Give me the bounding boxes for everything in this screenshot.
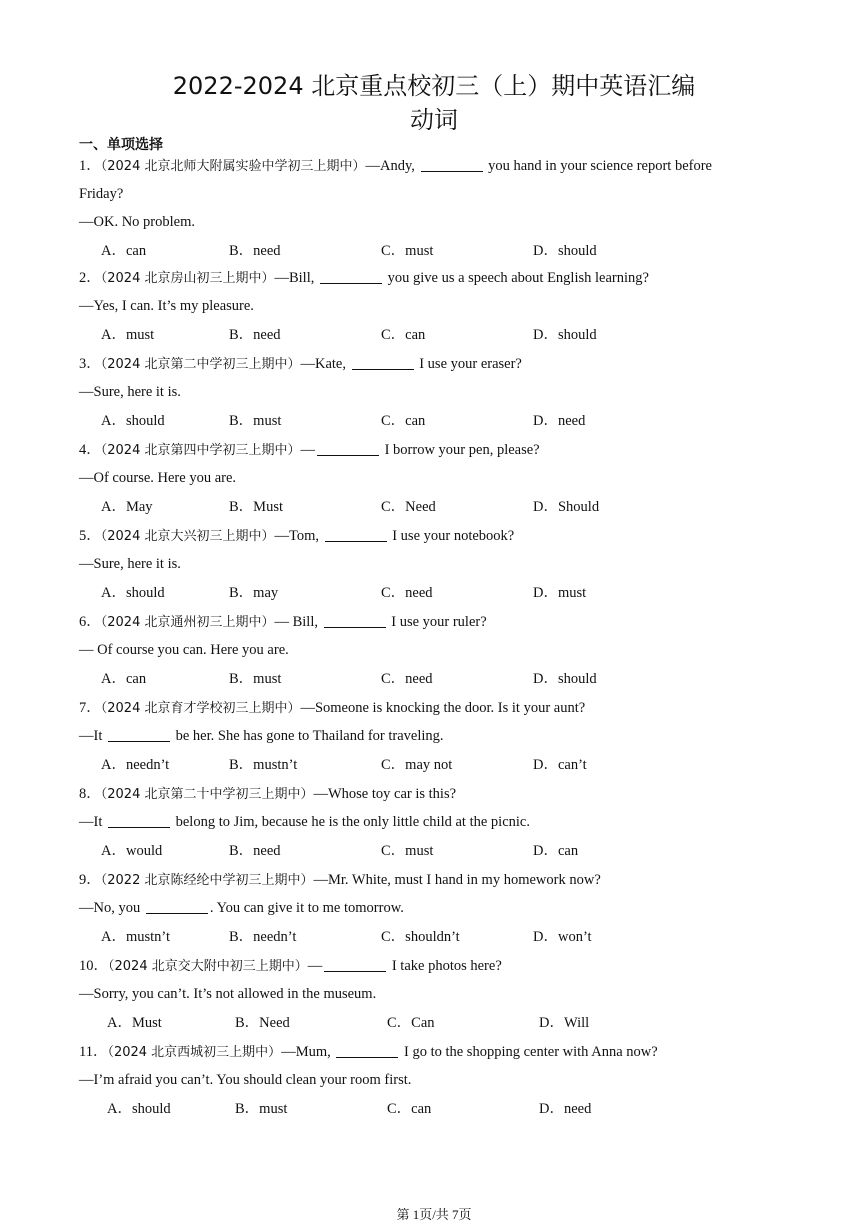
reply-text: . You can give it to me tomorrow.: [209, 900, 404, 916]
question-stem: [79, 866, 799, 894]
answer-blank: [325, 527, 387, 542]
answer-blank: [352, 355, 414, 370]
reply-text: —It: [79, 814, 106, 830]
question-reply: [79, 550, 799, 578]
reply-text: belong to Jim, because he is the only little child at the picnic.: [171, 814, 530, 830]
question-item: [79, 264, 799, 350]
reply-text: —OK. No problem.: [79, 214, 195, 230]
question-stem: [79, 780, 799, 808]
option-d: D．need: [539, 1101, 592, 1117]
question-reply: [79, 636, 799, 664]
question-number: 2．: [79, 270, 101, 286]
answer-blank: [324, 613, 386, 628]
question-item: [79, 866, 799, 952]
answer-blank: [108, 727, 170, 742]
question-reply: [79, 894, 799, 922]
answer-options: [79, 236, 799, 266]
option-b: B．needn’t: [229, 929, 297, 945]
question-text: —: [307, 958, 323, 974]
option-b: B．Must: [229, 499, 283, 515]
question-item: [79, 522, 799, 608]
option-b: B．need: [229, 843, 281, 859]
reply-text: — Of course you can. Here you are.: [79, 642, 289, 658]
question-source: （2024 北京房山初三上期中）: [100, 271, 275, 286]
question-text: I use your ruler?: [387, 614, 487, 630]
option-d: D．can: [533, 843, 579, 859]
reply-text: —Of course. Here you are.: [79, 470, 237, 486]
option-d: D．can’t: [533, 757, 587, 773]
question-item: [79, 1038, 799, 1124]
question-source: （2022 北京陈经纶中学初三上期中）: [100, 873, 314, 888]
answer-options: [79, 1094, 799, 1124]
answer-options: [79, 406, 799, 436]
answer-options: [79, 750, 799, 780]
question-stem: [79, 350, 799, 378]
question-text: —Mr. White, must I hand in my homework now?: [313, 872, 601, 888]
question-reply: [79, 980, 799, 1008]
answer-blank: [317, 441, 379, 456]
question-number: 8．: [79, 786, 101, 802]
reply-text: —Sure, here it is.: [79, 556, 181, 572]
question-number: 6．: [79, 614, 101, 630]
question-source: （2024 北京大兴初三上期中）: [100, 529, 275, 544]
option-a: A．can: [101, 671, 147, 687]
option-c: C．need: [381, 671, 433, 687]
question-stem: [79, 152, 799, 180]
option-a: A．should: [101, 585, 165, 601]
option-a: A．must: [101, 327, 155, 343]
option-c: C．Need: [381, 499, 436, 515]
question-number: 3．: [79, 356, 101, 372]
option-c: C．need: [381, 585, 433, 601]
question-text: —Tom,: [274, 528, 323, 544]
option-a: A．mustn’t: [101, 929, 171, 945]
question-stem: [79, 436, 799, 464]
answer-options: [79, 664, 799, 694]
question-item: [79, 608, 799, 694]
question-reply: [79, 464, 799, 492]
page-footer: 第 1页/共 7页: [396, 1207, 472, 1222]
option-b: B．must: [235, 1101, 288, 1117]
answer-options: [79, 578, 799, 608]
reply-text: —No, you: [79, 900, 144, 916]
option-d: D．should: [533, 327, 597, 343]
answer-blank: [146, 899, 208, 914]
question-number: 7．: [79, 700, 101, 716]
option-c: C．can: [381, 327, 426, 343]
option-c: C．can: [387, 1101, 432, 1117]
option-c: C．Can: [387, 1015, 435, 1031]
question-source: （2024 北京第二十中学初三上期中）: [100, 787, 314, 802]
question-stem: [79, 522, 799, 550]
option-d: D．won’t: [533, 929, 592, 945]
question-number: 5．: [79, 528, 101, 544]
option-a: A．should: [101, 413, 165, 429]
question-number: 1．: [79, 158, 101, 174]
reply-text: —Yes, I can. It’s my pleasure.: [79, 298, 254, 314]
question-number: 9．: [79, 872, 101, 888]
question-text: —Kate,: [300, 356, 350, 372]
question-reply: [79, 208, 799, 236]
option-c: C．shouldn’t: [381, 929, 460, 945]
answer-options: [79, 836, 799, 866]
question-number: 4．: [79, 442, 101, 458]
question-text: —Mum,: [281, 1044, 335, 1060]
answer-options: [79, 922, 799, 952]
answer-blank: [320, 269, 382, 284]
option-b: B．need: [229, 327, 281, 343]
question-source: （2024 北京第四中学初三上期中）: [100, 443, 301, 458]
question-text: you give us a speech about English learning?: [383, 270, 649, 286]
section-heading: 一、单项选择: [79, 137, 163, 153]
answer-options: [79, 1008, 799, 1038]
question-text: I use your eraser?: [415, 356, 522, 372]
option-a: A．needn’t: [101, 757, 170, 773]
answer-options: [79, 320, 799, 350]
option-c: C．can: [381, 413, 426, 429]
question-item: [79, 694, 799, 780]
answer-blank: [324, 957, 386, 972]
option-d: D．must: [533, 585, 587, 601]
question-source: （2024 北京北师大附属实验中学初三上期中）: [100, 159, 366, 174]
question-source: （2024 北京通州初三上期中）: [100, 615, 275, 630]
option-d: D．Will: [539, 1015, 590, 1031]
question-item: [79, 152, 799, 266]
option-a: A．May: [101, 499, 153, 515]
option-a: A．can: [101, 243, 147, 259]
option-d: D．should: [533, 671, 597, 687]
question-source: （2024 北京西城初三上期中）: [107, 1045, 282, 1060]
answer-blank: [421, 157, 483, 172]
answer-options: [79, 492, 799, 522]
document-title: 2022-2024 北京重点校初三（上）期中英语汇编: [172, 72, 696, 100]
option-d: D．should: [533, 243, 597, 259]
reply-text: be her. She has gone to Thailand for traveling.: [171, 728, 444, 744]
option-b: B．may: [229, 585, 279, 601]
question-text: I go to the shopping center with Anna now?: [400, 1044, 658, 1060]
option-a: A．Must: [107, 1015, 162, 1031]
option-b: B．need: [229, 243, 281, 259]
option-b: B．must: [229, 671, 282, 687]
option-c: C．must: [381, 843, 434, 859]
question-text: I take photos here?: [388, 958, 502, 974]
question-item: [79, 952, 799, 1038]
question-stem: [79, 952, 799, 980]
question-text: I borrow your pen, please?: [380, 442, 540, 458]
option-b: B．Need: [235, 1015, 290, 1031]
question-text: —Someone is knocking the door. Is it your aunt?: [300, 700, 586, 716]
reply-text: —It: [79, 728, 106, 744]
question-reply: [79, 808, 799, 836]
answer-blank: [108, 813, 170, 828]
option-d: D．need: [533, 413, 586, 429]
question-number: 10．: [79, 958, 108, 974]
question-continuation: Friday?: [79, 186, 124, 202]
document-subtitle: 动词: [410, 106, 458, 134]
reply-text: —Sorry, you can’t. It’s not allowed in the museum.: [79, 986, 377, 1002]
option-a: A．would: [101, 843, 163, 859]
reply-text: —I’m afraid you can’t. You should clean your room first.: [79, 1072, 412, 1088]
reply-text: —Sure, here it is.: [79, 384, 181, 400]
question-item: [79, 350, 799, 436]
option-b: B．must: [229, 413, 282, 429]
question-source: （2024 北京育才学校初三上期中）: [100, 701, 301, 716]
question-text: —Whose toy car is this?: [313, 786, 457, 802]
option-c: C．may not: [381, 757, 453, 773]
option-b: B．mustn’t: [229, 757, 298, 773]
question-reply: [79, 292, 799, 320]
question-reply: [79, 1066, 799, 1094]
question-text: —Andy,: [365, 158, 419, 174]
question-item: [79, 780, 799, 866]
question-text: I use your notebook?: [388, 528, 515, 544]
question-text: —Bill,: [274, 270, 318, 286]
question-text: —: [300, 442, 315, 458]
question-source: （2024 北京交大附中初三上期中）: [108, 959, 308, 974]
option-d: D．Should: [533, 499, 600, 515]
question-reply: [79, 722, 799, 750]
question-stem: [79, 264, 799, 292]
question-text: you hand in your science report before: [484, 158, 712, 174]
question-stem: [79, 608, 799, 636]
question-stem: [79, 694, 799, 722]
question-text: — Bill,: [274, 614, 322, 630]
question-source: （2024 北京第二中学初三上期中）: [100, 357, 301, 372]
answer-blank: [336, 1043, 398, 1058]
question-stem: [79, 1038, 799, 1066]
option-c: C．must: [381, 243, 434, 259]
question-reply: [79, 378, 799, 406]
question-item: [79, 436, 799, 522]
question-number: 11．: [79, 1044, 108, 1060]
option-a: A．should: [107, 1101, 171, 1117]
